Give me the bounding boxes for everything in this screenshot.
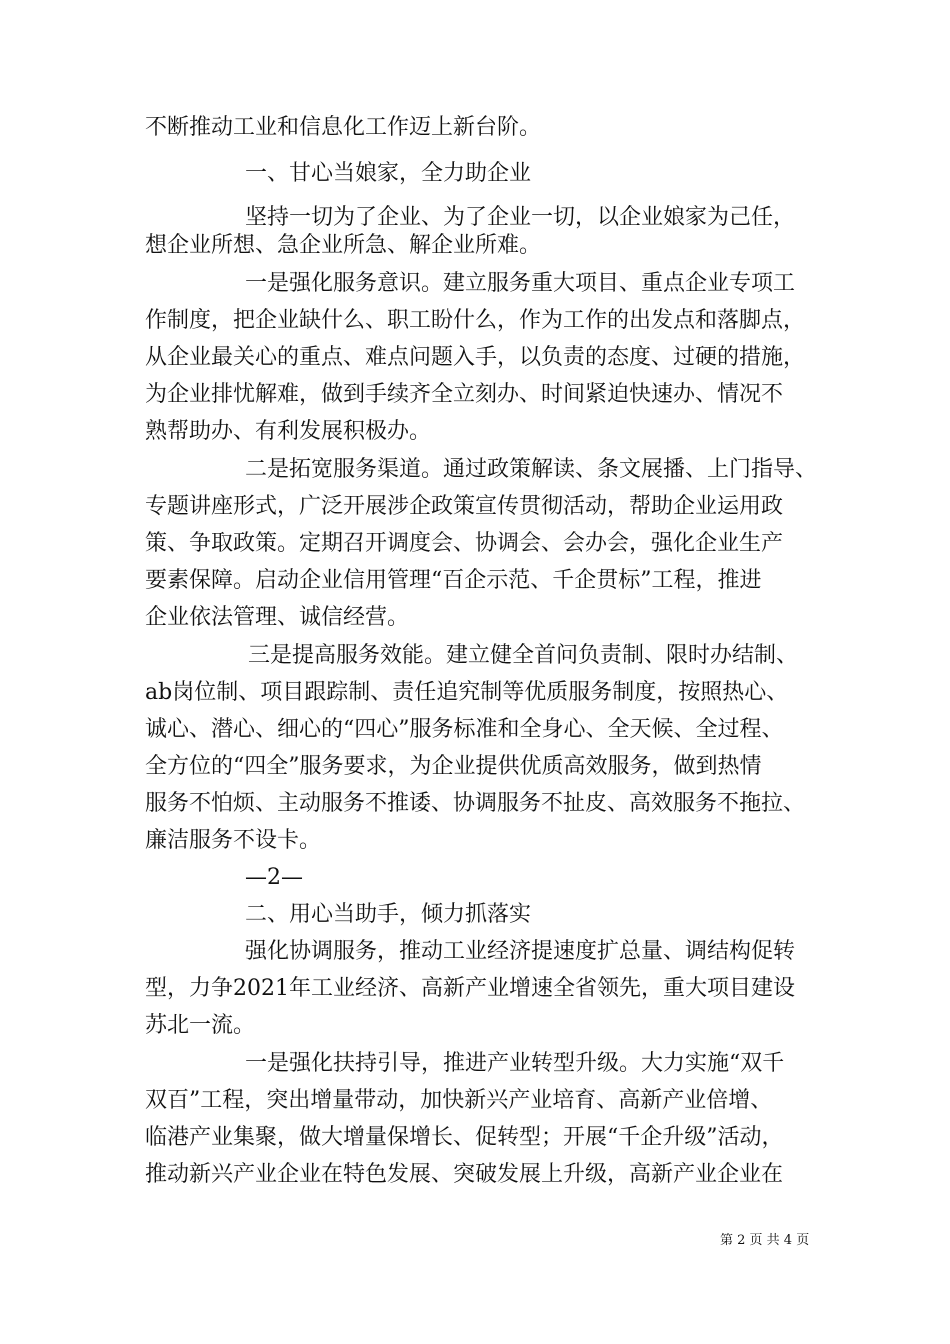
text-line: 要素保障。启动企业信用管理“百企示范、千企贯标”工程，推进 <box>145 568 762 593</box>
text-line: 作制度，把企业缺什么、职工盼什么，作为工作的出发点和落脚点， <box>145 308 806 333</box>
text-line: 想企业所想、急企业所急、解企业所难。 <box>145 233 542 258</box>
page-footer: 第 2 页 共 4 页 <box>720 1233 810 1248</box>
text-line: 型，力争2021年工业经济、高新产业增速全省领先，重大项目建设 <box>145 976 795 1001</box>
text-line: 企业依法管理、诚信经营。 <box>145 605 410 630</box>
text-line: 为企业排忧解难，做到手续齐全立刻办、时间紧迫快速办、情况不 <box>145 382 784 407</box>
text-line: 三是提高服务效能。建立健全首问负责制、限时办结制、 <box>248 643 799 668</box>
text-line: 熟帮助办、有利发展积极办。 <box>145 419 432 444</box>
text-line: 服务不怕烦、主动服务不推诿、协调服务不扯皮、高效服务不拖拉、 <box>145 791 806 816</box>
text-line: 一是强化服务意识。建立服务重大项目、重点企业专项工 <box>245 271 796 296</box>
text-line: 双百”工程，突出增量带动，加快新兴产业培育、高新产业倍增、 <box>145 1088 773 1113</box>
text-line: 苏北一流。 <box>145 1013 256 1038</box>
text-line: 推动新兴产业企业在特色发展、突破发展上升级，高新产业企业在 <box>145 1162 784 1187</box>
text-line: 全方位的“四全”服务要求，为企业提供优质高效服务，做到热情 <box>145 754 762 779</box>
text-line: 策、争取政策。定期召开调度会、协调会、会办会，强化企业生产 <box>145 531 784 556</box>
text-line: 廉洁服务不设卡。 <box>145 828 322 853</box>
text-line: ab岗位制、项目跟踪制、责任追究制等优质服务制度，按照热心、 <box>145 680 789 705</box>
text-line: 一是强化扶持引导，推进产业转型升级。大力实施“双千 <box>245 1051 785 1076</box>
page-number-marker: —2— <box>245 865 303 890</box>
text-line: 强化协调服务，推动工业经济提速度扩总量、调结构促转 <box>245 939 796 964</box>
text-line: 从企业最关心的重点、难点问题入手，以负责的态度、过硬的措施， <box>145 345 806 370</box>
section-heading: 一、甘心当娘家，全力助企业 <box>245 161 532 186</box>
text-line: 坚持一切为了企业、为了企业一切，以企业娘家为己任， <box>245 205 796 230</box>
text-line: 临港产业集聚，做大增量保增长、促转型；开展“千企升级”活动， <box>145 1125 784 1150</box>
text-line: 诚心、潜心、细心的“四心”服务标准和全身心、全天候、全过程、 <box>145 717 784 742</box>
text-line: 专题讲座形式，广泛开展涉企政策宣传贯彻活动，帮助企业运用政 <box>145 494 784 519</box>
section-heading: 二、用心当助手，倾力抓落实 <box>245 902 532 927</box>
text-line: 不断推动工业和信息化工作迈上新台阶。 <box>145 115 542 140</box>
text-line: 二是拓宽服务渠道。通过政策解读、条文展播、上门指导、 <box>245 457 818 482</box>
